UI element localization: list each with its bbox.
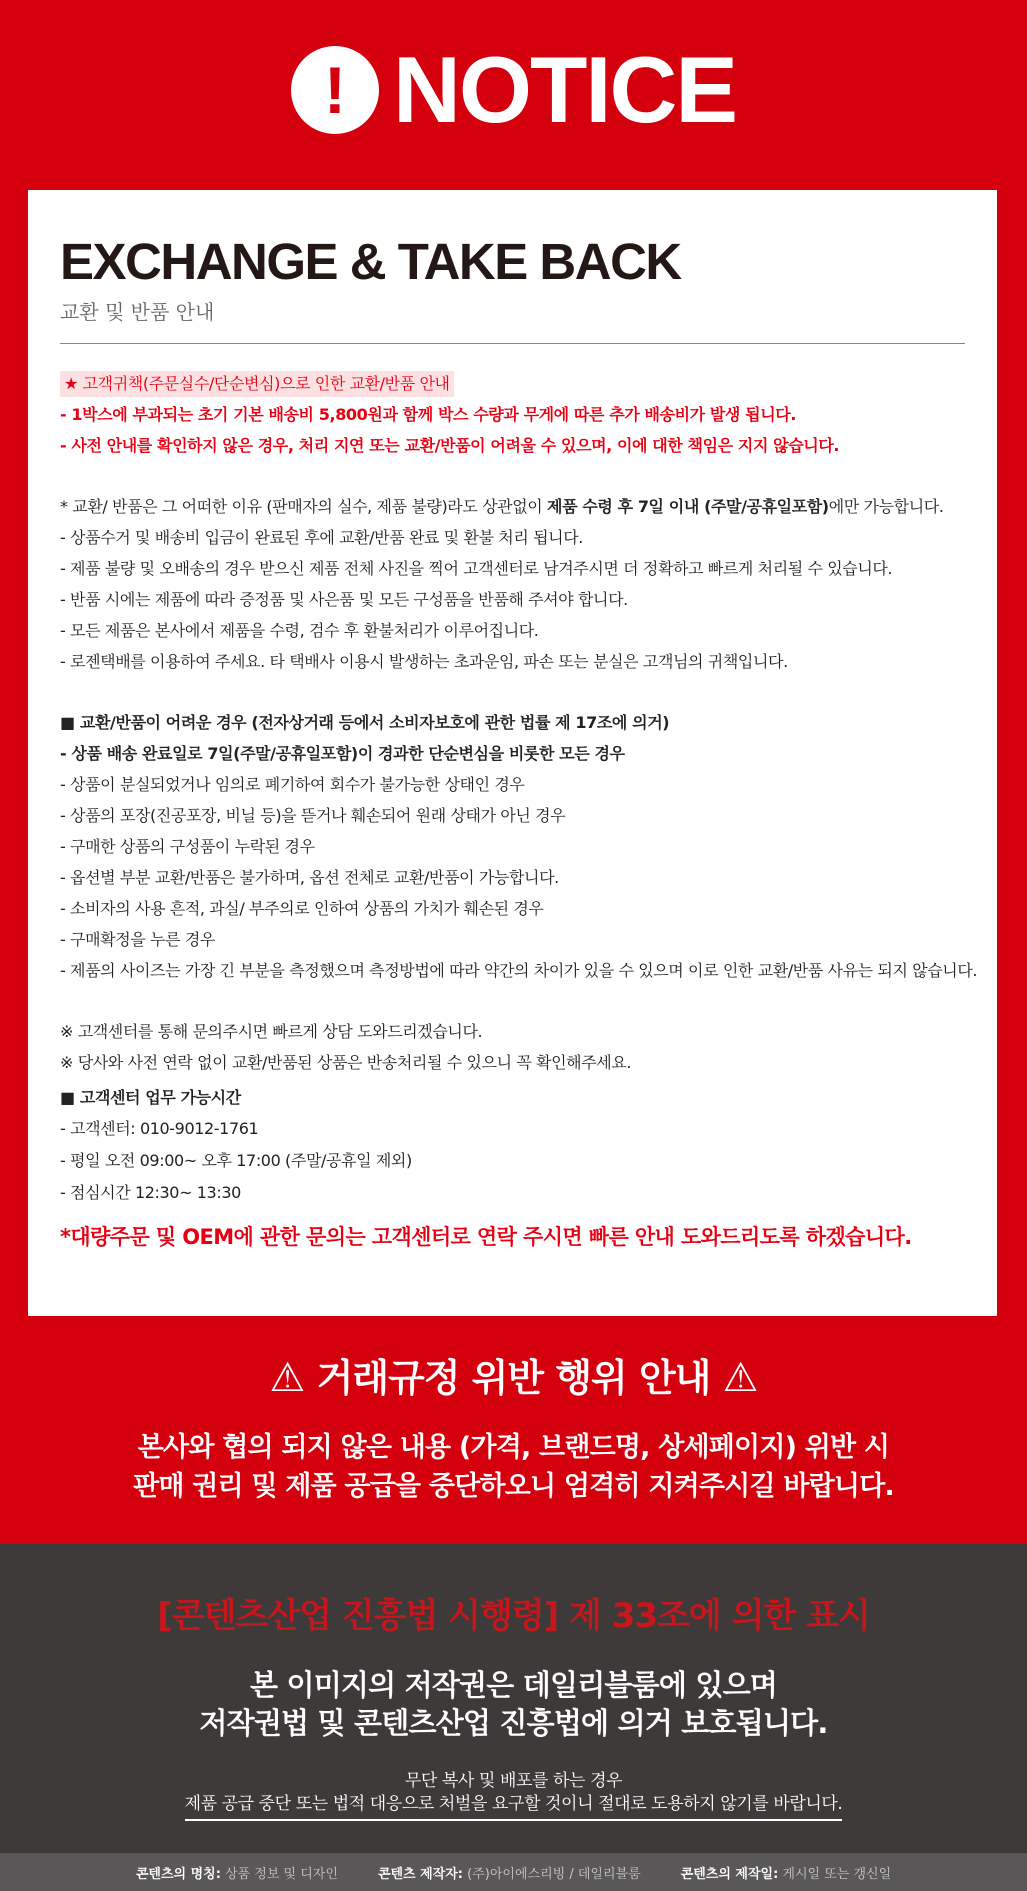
exclamation-circle-icon: !: [291, 46, 379, 134]
violation-section: [0, 1350, 1027, 1506]
hours-line: - 평일 오전 09:00~ 오후 17:00 (주말/공휴일 제외): [60, 1151, 412, 1170]
bulk-order-notice: *대량주문 및 OEM에 관한 문의는 고객센터로 연락 주시면 빠른 안내 도와드리도록 하겠습니다.: [60, 1225, 912, 1249]
copyright-warning: [0, 1770, 1027, 1816]
note-line: ※ 당사와 사전 연락 없이 교환/반품된 상품은 반송처리될 수 있으니 꼭 확인해주세요.: [60, 1053, 632, 1072]
warning-triangle-icon: ⚠: [722, 1355, 758, 1401]
difficult-bold-line: - 상품 배송 완료일로 7일(주말/공휴일포함)이 경과한 단순변심을 비롯한 모든 경우: [60, 744, 625, 763]
note-line: ※ 고객센터를 통해 문의주시면 빠르게 상담 도와드리겠습니다.: [60, 1022, 483, 1041]
footer-item: 콘텐츠의 제작일: 게시일 또는 갱신일: [680, 1866, 892, 1882]
violation-body: [0, 1428, 1027, 1506]
copyright-title: [콘텐츠산업 진흥법 시행령] 제 33조에 의한 표시: [157, 1596, 870, 1636]
card-subtitle: 교환 및 반품 안내: [60, 300, 215, 324]
difficult-line: - 상품이 분실되었거나 임의로 폐기하여 회수가 불가능한 상태인 경우: [60, 775, 525, 794]
footer-item: 콘텐츠의 명칭: 상품 정보 및 디자인: [135, 1866, 338, 1882]
notice-title: NOTICE: [392, 37, 737, 142]
copyright-line: 저작권법 및 콘텐츠산업 진흥법에 의거 보호됩니다.: [199, 1706, 828, 1740]
violation-line: 판매 권리 및 제품 공급을 중단하오니 엄격히 지켜주시길 바랍니다.: [133, 1471, 894, 1502]
difficult-line: - 구매확정을 누른 경우: [60, 930, 215, 949]
general-line: - 상품수거 및 배송비 입금이 완료된 후에 교환/반품 완료 및 환불 처리 됩니다.: [60, 528, 583, 547]
copyright-main: [0, 1666, 1027, 1742]
copyright-section: [0, 1544, 1027, 1853]
general-line: - 반품 시에는 제품에 따라 증정품 및 사은품 및 모든 구성품을 반품해 주셔야 합니다.: [60, 590, 628, 609]
divider: [60, 343, 965, 344]
copyright-line: 본 이미지의 저작권은 데일리블룸에 있으며: [249, 1668, 778, 1702]
footer-bar: [0, 1853, 1027, 1891]
difficult-line: - 구매한 상품의 구성품이 누락된 경우: [60, 837, 315, 856]
policy-text: [60, 368, 980, 1255]
violation-title: ⚠ 거래규정 위반 행위 안내 ⚠: [269, 1355, 758, 1401]
difficult-line: - 옵션별 부분 교환/반품은 불가하며, 옵션 전체로 교환/반품이 가능합니다.: [60, 868, 559, 887]
difficult-line: - 소비자의 사용 흔적, 과실/ 부주의로 인하여 상품의 가치가 훼손된 경우: [60, 899, 544, 918]
difficult-line: - 제품의 사이즈는 가장 긴 부분을 측정했으며 측정방법에 따라 약간의 차이가 있을 수 있으며 이로 인한 교환/반품 사유는 되지 않습니다.: [60, 961, 978, 980]
difficult-line: - 상품의 포장(진공포장, 비닐 등)을 뜯거나 훼손되어 원래 상태가 아닌 경우: [60, 806, 566, 825]
hours-heading: ■ 고객센터 업무 가능시간: [60, 1088, 241, 1107]
card-title: EXCHANGE & TAKE BACK: [60, 233, 681, 290]
general-first-line: * 교환/ 반품은 그 어떠한 이유 (판매자의 실수, 제품 불량)라도 상관없이 제품 수령 후 7일 이내 (주말/공휴일포함)에만 가능합니다.: [60, 497, 944, 516]
violation-line: 본사와 협의 되지 않은 내용 (가격, 브랜드명, 상세페이지) 위반 시: [137, 1432, 890, 1463]
general-line: - 로젠택배를 이용하여 주세요. 타 택배사 이용시 발생하는 초과운임, 파손 또는 분실은 고객님의 귀책입니다.: [60, 652, 788, 671]
customer-fault-line: - 1박스에 부과되는 초기 기본 배송비 5,800원과 함께 박스 수량과 무게에 따른 추가 배송비가 발생 됩니다.: [60, 405, 797, 424]
exchange-card: [28, 190, 997, 1316]
warning-triangle-icon: ⚠: [269, 1355, 305, 1401]
copyright-small-line: 제품 공급 중단 또는 법적 대응으로 처벌을 요구할 것이니 절대로 도용하지 않기를 바랍니다.: [185, 1794, 843, 1821]
customer-fault-line: - 사전 안내를 확인하지 않은 경우, 처리 지연 또는 교환/반품이 어려울 수 있으며, 이에 대한 책임은 지지 않습니다.: [60, 436, 840, 455]
hours-line: - 점심시간 12:30~ 13:30: [60, 1183, 241, 1202]
general-line: - 제품 불량 및 오배송의 경우 받으신 제품 전체 사진을 찍어 고객센터로 남겨주시면 더 정확하고 빠르게 처리될 수 있습니다.: [60, 559, 893, 578]
footer-item: 콘텐츠 제작자: (주)아이에스리빙 / 데일리블룸: [377, 1866, 641, 1882]
copyright-small-line: 무단 복사 및 배포를 하는 경우: [404, 1771, 623, 1791]
notice-header: [0, 30, 1027, 150]
general-line: - 모든 제품은 본사에서 제품을 수령, 검수 후 환불처리가 이루어집니다.: [60, 621, 539, 640]
difficult-heading: ■ 교환/반품이 어려운 경우 (전자상거래 등에서 소비자보호에 관한 법률 제 17조에 의거): [60, 713, 670, 732]
customer-fault-heading: ★ 고객귀책(주문실수/단순변심)으로 인한 교환/반품 안내: [60, 368, 980, 399]
hours-line: - 고객센터: 010-9012-1761: [60, 1119, 259, 1138]
